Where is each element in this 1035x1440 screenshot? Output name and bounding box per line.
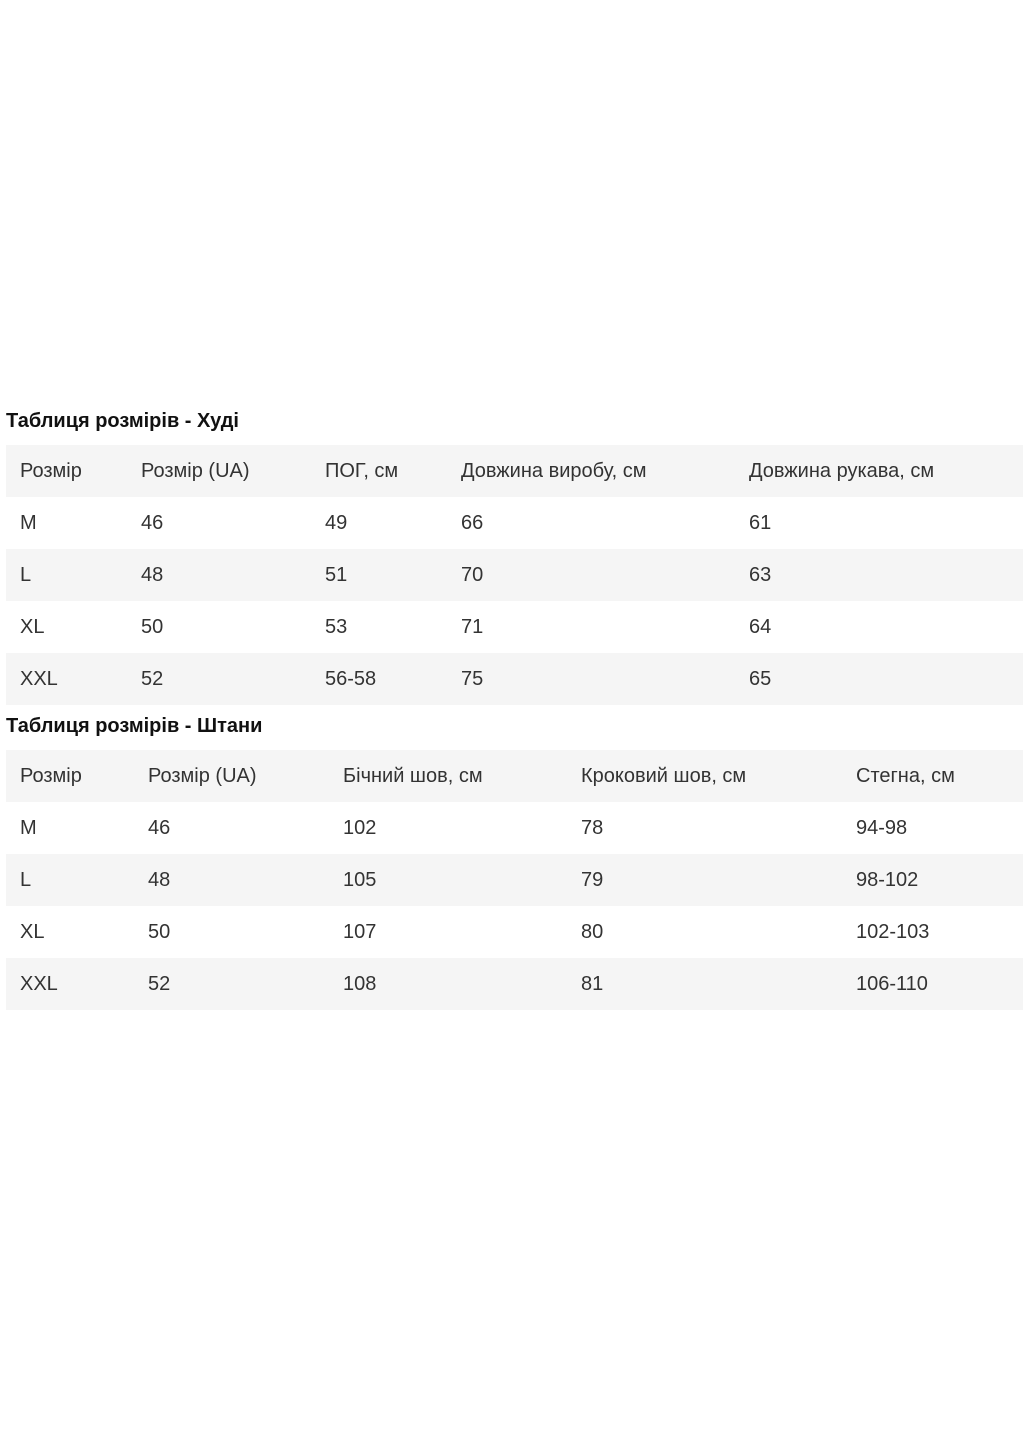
table-cell: 78	[567, 802, 842, 854]
table-row	[6, 497, 1023, 549]
table-cell: 81	[567, 958, 842, 1010]
column-header: Розмір	[6, 750, 134, 802]
table-row	[6, 958, 1023, 1010]
hoodie-table-title: Таблиця розмірів - Худі	[6, 410, 239, 432]
table-cell: 94-98	[842, 802, 1023, 854]
table-cell: 63	[735, 549, 1023, 601]
table-cell: XL	[6, 906, 134, 958]
table-header-row	[6, 445, 1023, 497]
table-row	[6, 653, 1023, 705]
pants-size-table	[6, 750, 1023, 1010]
table-cell: 108	[329, 958, 567, 1010]
table-cell: 49	[311, 497, 447, 549]
table-cell: 46	[127, 497, 311, 549]
table-cell: 65	[735, 653, 1023, 705]
hoodie-size-table	[6, 445, 1023, 705]
table-row	[6, 906, 1023, 958]
table-cell: 107	[329, 906, 567, 958]
table-cell: 50	[134, 906, 329, 958]
column-header: Стегна, см	[842, 750, 1023, 802]
table-cell: 52	[127, 653, 311, 705]
table-cell: 102-103	[842, 906, 1023, 958]
table-header-row	[6, 750, 1023, 802]
column-header: Розмір	[6, 445, 127, 497]
table-cell: 80	[567, 906, 842, 958]
table-cell: XXL	[6, 653, 127, 705]
table-cell: 48	[134, 854, 329, 906]
table-cell: 102	[329, 802, 567, 854]
table-cell: 61	[735, 497, 1023, 549]
column-header: Довжина рукава, см	[735, 445, 1023, 497]
table-cell: 71	[447, 601, 735, 653]
table-cell: L	[6, 549, 127, 601]
table-cell: 66	[447, 497, 735, 549]
table-cell: 64	[735, 601, 1023, 653]
table-cell: M	[6, 802, 134, 854]
table-cell: 70	[447, 549, 735, 601]
column-header: Розмір (UA)	[127, 445, 311, 497]
table-cell: M	[6, 497, 127, 549]
table-cell: 106-110	[842, 958, 1023, 1010]
column-header: ПОГ, см	[311, 445, 447, 497]
table-cell: 46	[134, 802, 329, 854]
column-header: Кроковий шов, см	[567, 750, 842, 802]
table-cell: 48	[127, 549, 311, 601]
table-cell: 79	[567, 854, 842, 906]
table-cell: 51	[311, 549, 447, 601]
table-cell: 75	[447, 653, 735, 705]
table-cell: L	[6, 854, 134, 906]
table-cell: 53	[311, 601, 447, 653]
column-header: Бічний шов, см	[329, 750, 567, 802]
table-row	[6, 601, 1023, 653]
table-cell: 98-102	[842, 854, 1023, 906]
table-cell: XL	[6, 601, 127, 653]
table-cell: 105	[329, 854, 567, 906]
column-header: Розмір (UA)	[134, 750, 329, 802]
table-cell: 50	[127, 601, 311, 653]
table-cell: XXL	[6, 958, 134, 1010]
pants-size-section	[6, 710, 1023, 1010]
table-row	[6, 802, 1023, 854]
hoodie-size-section	[6, 405, 1023, 705]
column-header: Довжина виробу, см	[447, 445, 735, 497]
table-row	[6, 549, 1023, 601]
table-row	[6, 854, 1023, 906]
table-cell: 52	[134, 958, 329, 1010]
table-cell: 56-58	[311, 653, 447, 705]
pants-table-title: Таблиця розмірів - Штани	[6, 715, 263, 737]
